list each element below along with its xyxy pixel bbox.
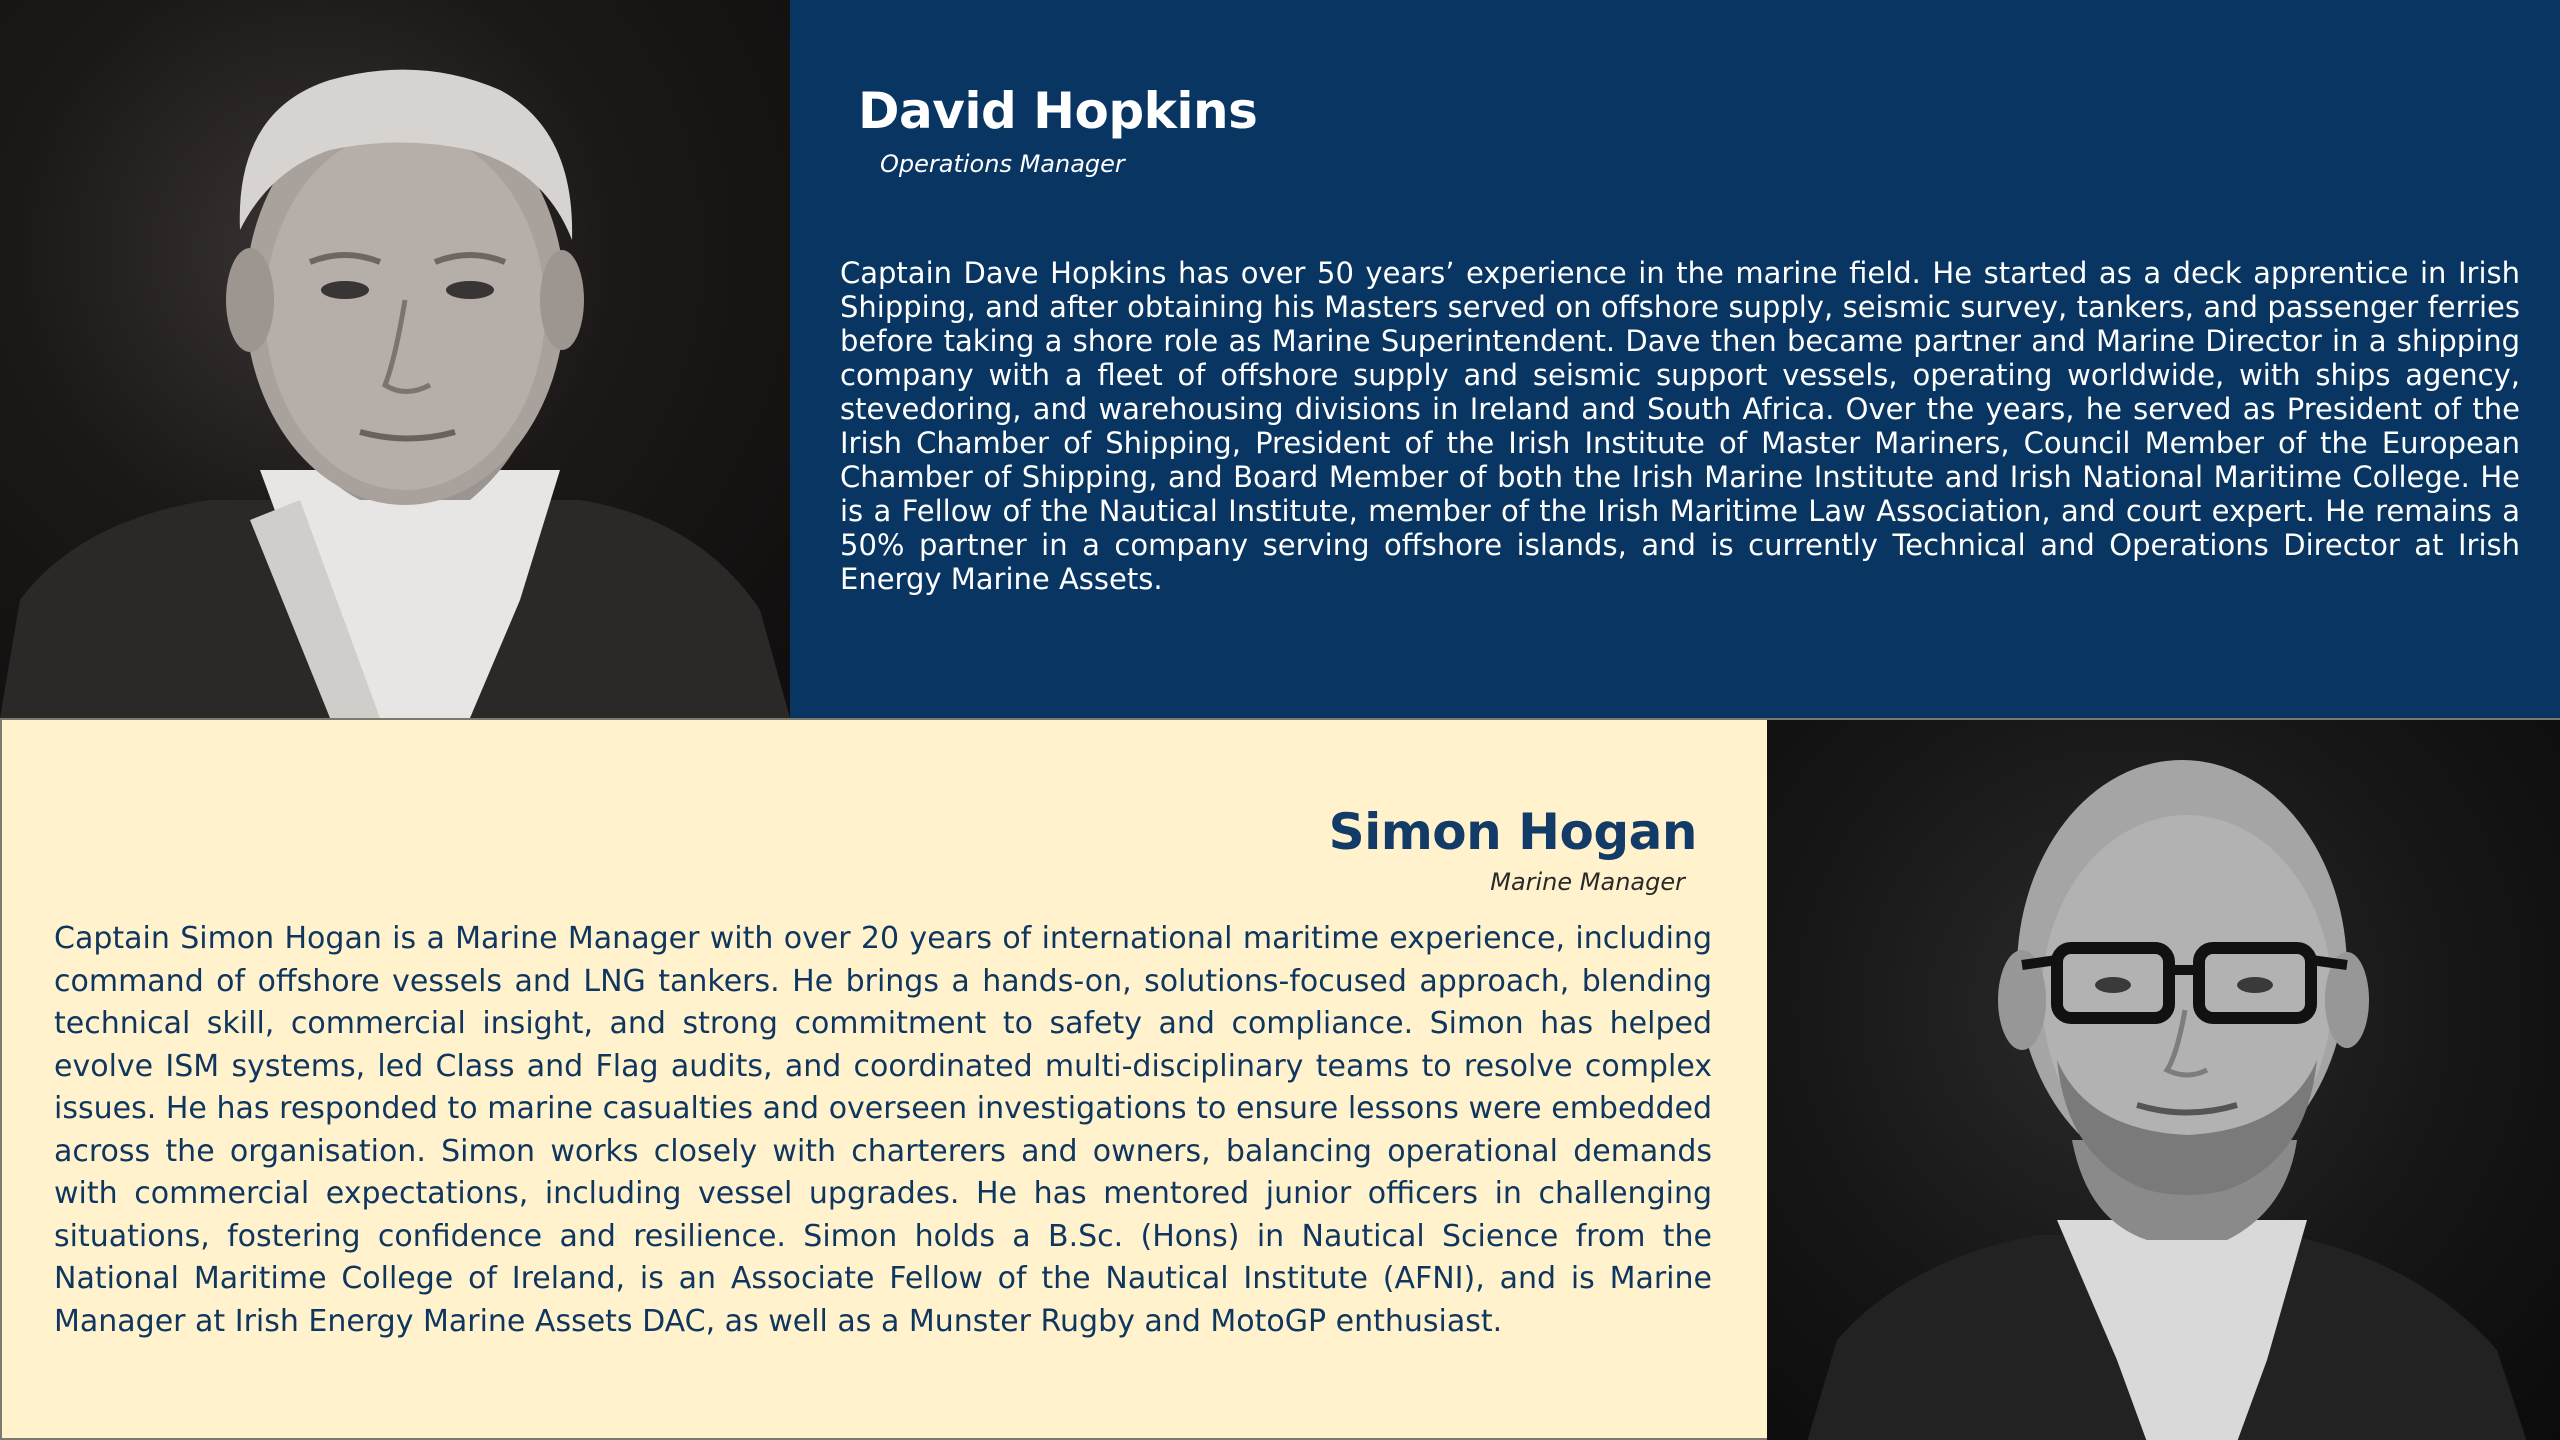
david-hopkins-panel bbox=[790, 0, 2560, 718]
david-hopkins-bio: Captain Dave Hopkins has over 50 years’ experience in the marine field. He started as a deck apprentice in Irish Shipping, and after obtaining his Masters served on offshore supply, seismic survey, tankers, and passenger ferries before taking a shore role as Marine Superintendent. Dave then became partner and Marine Director in a shipping company with a fleet of offshore supply and seismic support vessels, operating worldwide, with ships agency, stevedoring, and warehousing divisions in Ireland and South Africa. Over the years, he served as President of the Irish Chamber of Shipping, President of the Irish Institute of Master Mariners, Council Member of the European Chamber of Shipping, and Board Member of both the Irish Marine Institute and Irish National Maritime College. He is a Fellow of the Nautical Institute, member of the Irish Maritime Law Association, and court expert. He remains a 50% partner in a company serving offshore islands, and is currently Technical and Operations Director at Irish Energy Marine Assets. bbox=[840, 256, 2520, 596]
david-hopkins-role: Operations Manager bbox=[880, 150, 1125, 178]
simon-hogan-bio: Captain Simon Hogan is a Marine Manager with over 20 years of international maritime experience, including command of offshore vessels and LNG tankers. He brings a hands-on, solutions-focused approach, blending technical skill, commercial insight, and strong commitment to safety and compliance. Simon has helped evolve ISM systems, led Class and Flag audits, and coordinated multi-disciplinary teams to resolve complex issues. He has responded to marine casualties and overseen investigations to ensure lessons were embedded across the organisation. Simon works closely with charterers and owners, balancing operational demands with commercial expectations, including vessel upgrades. He has mentored junior officers in challenging situations, fostering confidence and resilience. Simon holds a B.Sc. (Hons) in Nautical Science from the National Maritime College of Ireland, is an Associate Fellow of the Nautical Institute (AFNI), and is Marine Manager at Irish Energy Marine Assets DAC, as well as a Munster Rugby and MotoGP enthusiast. bbox=[54, 921, 1712, 1339]
simon-hogan-panel bbox=[0, 718, 1767, 1440]
simon-hogan-role: Marine Manager bbox=[1490, 868, 1685, 896]
david-hopkins-photo bbox=[0, 0, 790, 718]
david-hopkins-name: David Hopkins bbox=[858, 82, 1258, 140]
david-hopkins-portrait-image bbox=[0, 0, 790, 718]
simon-hogan-photo bbox=[1767, 718, 2560, 1440]
simon-hogan-name: Simon Hogan bbox=[1328, 803, 1697, 861]
simon-hogan-portrait-image bbox=[1767, 720, 2560, 1440]
